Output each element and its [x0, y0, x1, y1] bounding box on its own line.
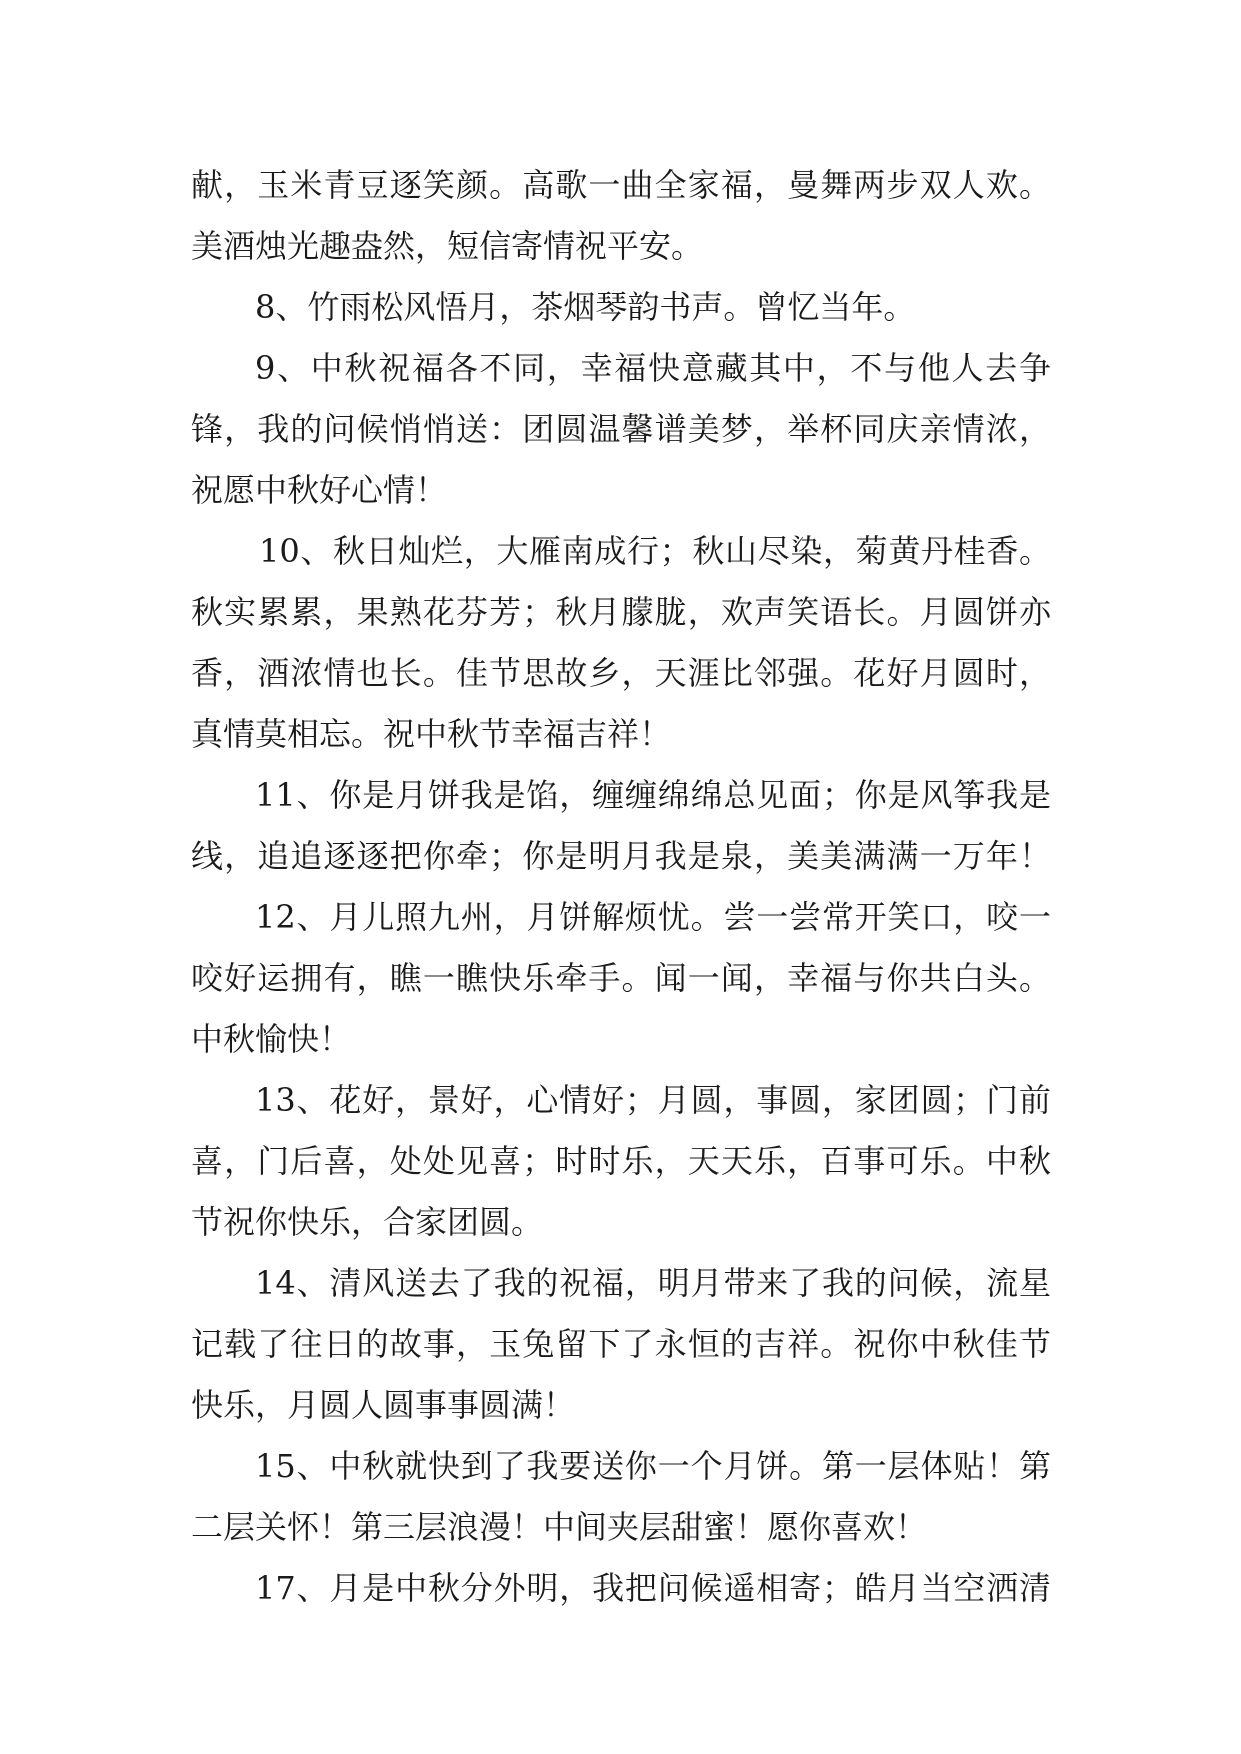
text-line: 线，追追逐逐把你牵；你是明月我是泉，美美满满一万年！: [191, 837, 1051, 875]
text-line: 喜，门后喜，处处见喜；时时乐，天天乐，百事可乐。中秋: [191, 1142, 1051, 1180]
text-line: 美酒烛光趣盎然，短信寄情祝平安。: [191, 227, 704, 265]
text-line: 香，酒浓情也长。佳节思故乡，天涯比邻强。花好月圆时，: [191, 654, 1051, 692]
text-line: 12、月儿照九州，月饼解烦忧。尝一尝常开笑口，咬一: [255, 898, 1051, 936]
text-line: 15、中秋就快到了我要送你一个月饼。第一层体贴！第: [255, 1447, 1051, 1485]
text-line: 13、花好，景好，心情好；月圆，事圆，家团圆；门前: [255, 1081, 1051, 1119]
text-line: 11、你是月饼我是馅，缠缠绵绵总见面；你是风筝我是: [255, 776, 1051, 814]
text-line: 8、竹雨松风悟月，茶烟琴韵书声。曾忆当年。: [255, 288, 916, 326]
text-line: 秋实累累，果熟花芬芳；秋月朦胧，欢声笑语长。月圆饼亦: [191, 593, 1051, 631]
text-line: 二层关怀！第三层浪漫！中间夹层甜蜜！愿你喜欢！: [191, 1508, 928, 1546]
text-line: 献，玉米青豆逐笑颜。高歌一曲全家福，曼舞两步双人欢。: [191, 166, 1051, 204]
text-line: 14、清风送去了我的祝福，明月带来了我的问候，流星: [255, 1264, 1051, 1302]
text-line: 记载了往日的故事，玉兔留下了永恒的吉祥。祝你中秋佳节: [191, 1325, 1051, 1363]
text-line: 咬好运拥有，瞧一瞧快乐牵手。闻一闻，幸福与你共白头。: [191, 959, 1051, 997]
document-body: [191, 155, 1051, 1619]
text-line: 祝愿中秋好心情！: [191, 471, 448, 509]
text-line: 锋，我的问候悄悄送：团圆温馨谱美梦，举杯同庆亲情浓，: [191, 410, 1051, 448]
text-line: 10、秋日灿烂，大雁南成行；秋山尽染，菊黄丹桂香。: [259, 532, 1051, 570]
text-line: 中秋愉快！: [191, 1020, 352, 1058]
text-line: 9、中秋祝福各不同，幸福快意藏其中，不与他人去争: [255, 349, 1051, 387]
text-line: 节祝你快乐，合家团圆。: [191, 1203, 544, 1241]
text-line: 17、月是中秋分外明，我把问候遥相寄；皓月当空洒清: [255, 1569, 1051, 1607]
text-line: 真情莫相忘。祝中秋节幸福吉祥！: [191, 715, 672, 753]
text-line: 快乐，月圆人圆事事圆满！: [191, 1386, 576, 1424]
